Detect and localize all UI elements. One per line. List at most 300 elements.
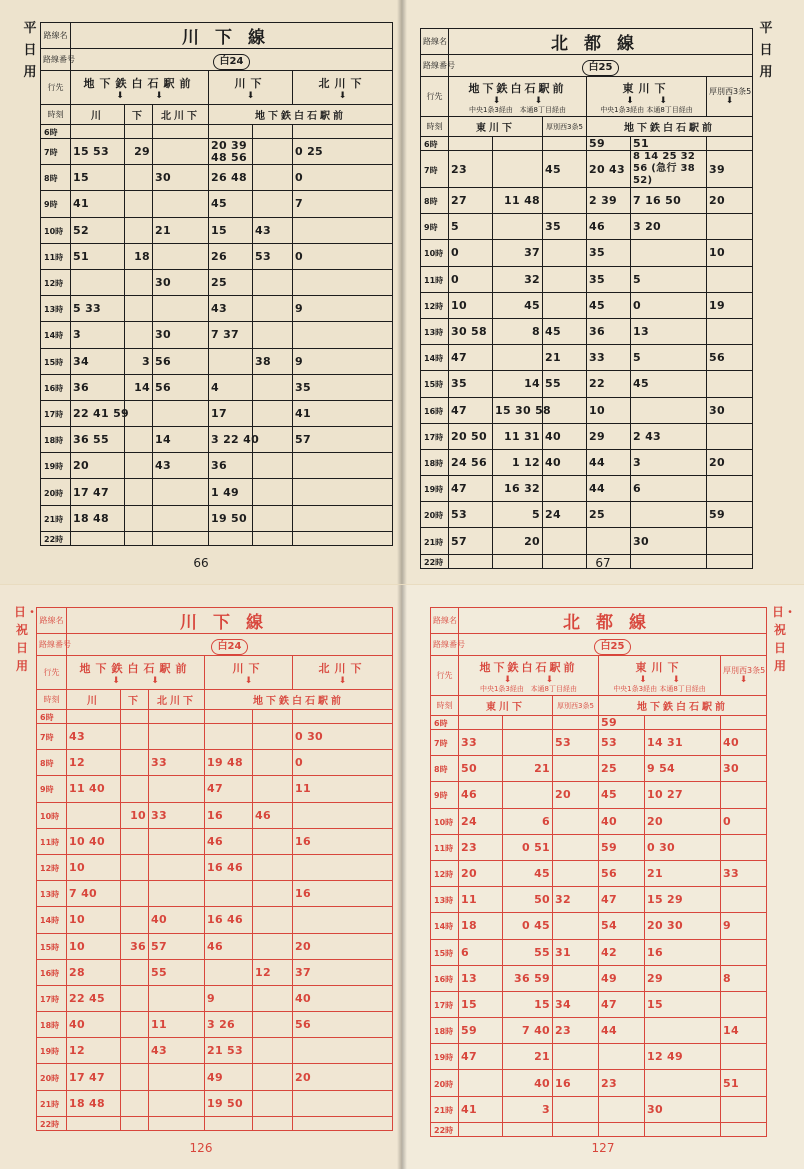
hour-cell [37,1090,67,1116]
hour-value: 19 [434,1053,446,1063]
hour-row [431,913,767,939]
hour-cell [37,1038,67,1064]
hour-cell [41,217,71,243]
departure-cell [293,374,393,400]
departure-minutes: 16 [647,945,663,959]
hour-cell [41,165,71,191]
departure-cell [553,939,599,965]
departure-cell [121,1038,149,1064]
departure-minutes: 40 [723,736,739,750]
departure-cell [503,834,553,860]
departure-cell [71,479,125,505]
hour-row [37,1116,393,1130]
departure-cell [493,240,543,266]
departure-minutes: 45 [211,197,227,211]
hour-value: 22 [40,1119,52,1129]
departure-minutes: 29 [589,429,605,443]
departure-cell [71,165,125,191]
hour-value: 16 [434,974,446,984]
departure-cell [205,828,253,854]
book-spine [397,585,407,1169]
departure-cell [293,750,393,776]
departure-cell [209,427,260,453]
departure-cell [449,345,493,371]
departure-cell [125,243,153,269]
hour-value: 22 [434,1125,446,1135]
hour-cell [421,397,449,423]
dest-b: 川下 [234,76,267,90]
departure-cell [631,188,707,214]
departure-cell [553,965,599,991]
departure-minutes: 6 [461,945,469,959]
departure-cell [293,165,393,191]
departure-cell [543,240,587,266]
departure-cell [599,1018,645,1044]
route-title: 北都線 [449,29,753,55]
departure-cell [205,1064,253,1090]
hour-row [431,1044,767,1070]
departure-cell [599,887,645,913]
departure-cell [707,528,753,554]
hour-cell [41,400,71,426]
departure-cell [587,528,631,554]
hour-row [41,348,393,374]
departure-minutes: 1 49 [211,485,239,499]
departure-minutes: 35 [545,220,561,234]
hour-cell [431,730,459,756]
departure-cell [553,1096,599,1122]
departure-cell [67,1116,121,1130]
hour-cell [431,887,459,913]
departure-minutes: 34 [73,354,89,368]
hour-cell [421,151,449,188]
hour-suffix: 時 [445,817,454,827]
hour-row [41,427,393,453]
departure-cell [645,808,721,834]
departure-cell [209,531,253,545]
via-note: 中央1条3経由 [613,684,658,693]
departure-cell [293,1012,393,1038]
hour-suffix: 時 [55,226,64,236]
departure-cell [707,292,753,318]
hour-suffix: 時 [49,148,58,158]
hour-value: 21 [434,1105,446,1115]
hour-value: 14 [434,922,446,932]
departure-minutes: 10 27 [647,788,683,802]
departure-minutes: 47 [451,482,467,496]
departure-cell [153,217,209,243]
departure-cell [553,730,599,756]
departure-cell [503,887,553,913]
departure-cell [503,1070,553,1096]
departure-minutes: 14 [155,433,171,447]
hour-row [431,756,767,782]
departure-cell [493,137,543,151]
dest-c: 北川下 [318,661,367,675]
departure-cell [493,345,543,371]
departure-minutes: 0 [451,246,459,260]
departure-minutes: 23 [555,1024,571,1038]
departure-cell [153,374,209,400]
departure-cell [209,348,253,374]
hour-suffix: 時 [435,328,444,338]
departure-minutes: 47 [601,893,617,907]
departure-cell [253,400,293,426]
hour-value: 19 [424,485,436,495]
departure-cell [149,907,205,933]
departure-cell [493,188,543,214]
hour-row [37,828,393,854]
departure-cell [121,881,149,907]
departure-cell [253,1012,293,1038]
hour-suffix: 時 [435,537,444,547]
departure-cell [293,296,393,322]
hour-suffix: 時 [51,1119,60,1129]
hour-value: 12 [434,870,446,880]
hour-value: 12 [44,279,56,289]
departure-cell [459,965,503,991]
departure-minutes: 46 [207,834,223,848]
timetable-kitato-weekday [420,28,753,569]
departure-cell [293,933,393,959]
departure-cell [599,716,645,730]
arrow-down-icon: ⬇ ⬇ [492,95,543,106]
departure-cell [125,165,153,191]
departure-cell [631,240,707,266]
departure-minutes: 59 [601,840,617,854]
via-note: 中央1条3経由 [468,105,513,114]
departure-cell [293,269,393,295]
departure-cell [205,933,253,959]
hour-row [37,985,393,1011]
departure-cell [631,449,707,475]
departure-cell [209,269,253,295]
hour-cell [431,808,459,834]
departure-minutes: 49 [207,1070,223,1084]
departure-minutes: 41 [295,406,311,420]
hour-row [41,479,393,505]
departure-cell [631,345,707,371]
departure-cell [543,528,587,554]
route-badge: 白24 [211,639,249,655]
hour-cell [37,907,67,933]
departure-minutes: 6 [542,814,550,828]
hour-suffix: 時 [51,994,60,1004]
departure-cell [253,985,293,1011]
departure-minutes: 35 [589,272,605,286]
departure-cell [253,1038,293,1064]
route-no-label: 路線番号 [421,55,449,77]
kawashimo-holiday-page [0,585,402,1169]
departure-minutes: 35 [451,377,467,391]
departure-cell [631,371,707,397]
side-label: 平日用 [759,21,773,80]
departure-cell [253,243,293,269]
page-number: 67 [595,556,611,570]
departure-minutes: 0 30 [647,840,675,854]
departure-cell [71,505,125,531]
departure-cell [293,854,393,880]
hour-value: 16 [44,383,56,393]
departure-cell [71,348,125,374]
hour-row [41,269,393,295]
departure-cell [209,243,253,269]
departure-cell [125,479,153,505]
departure-minutes: 20 39 48 56 [211,138,247,164]
departure-cell [493,449,543,475]
departure-cell [205,776,253,802]
departure-cell [553,887,599,913]
departure-cell [707,397,753,423]
departure-minutes: 46 [589,220,605,234]
departure-cell [153,139,209,165]
departure-cell [493,528,543,554]
kitato-holiday-page [402,585,804,1169]
dest-a: 地下鉄白石駅前 [79,661,192,675]
hour-cell [37,776,67,802]
hour-value: 17 [434,1000,446,1010]
departure-minutes: 44 [589,482,605,496]
departure-cell [153,505,209,531]
hour-row [37,1064,393,1090]
departure-cell [149,1090,205,1116]
departure-cell [721,1096,767,1122]
departure-cell [459,860,503,886]
arrow-down-icon: ⬇ ⬇ [503,674,554,685]
departure-cell [587,371,631,397]
hour-row [41,400,393,426]
departure-minutes: 43 [211,302,227,316]
departure-minutes: 16 [555,1076,571,1090]
departure-cell [67,1064,121,1090]
departure-cell [293,802,393,828]
departure-cell [67,907,121,933]
departure-cell [205,1038,253,1064]
hour-cell [37,881,67,907]
departure-cell [493,476,543,502]
hour-cell [41,296,71,322]
departure-minutes: 21 [545,351,561,365]
hour-row [421,449,753,475]
hour-cell [431,782,459,808]
departure-cell [149,985,205,1011]
dest-c: 厚別西3条5 [723,665,766,675]
departure-minutes: 36 [589,325,605,339]
hour-suffix: 時 [435,301,444,311]
departure-cell [707,371,753,397]
hour-value: 9 [44,200,50,210]
departure-cell [543,318,587,344]
hour-cell [421,214,449,240]
departure-cell [459,1122,503,1136]
hour-row [431,991,767,1017]
departure-minutes: 10 [69,913,85,927]
departure-minutes: 52 [73,223,89,237]
departure-minutes: 3 26 [207,1018,235,1032]
hour-suffix: 時 [445,896,454,906]
hour-value: 22 [44,534,56,544]
departure-minutes: 27 [451,194,467,208]
departure-cell [149,854,205,880]
departure-cell [205,985,253,1011]
departure-minutes: 59 [601,716,617,729]
arrow-down-icon: ⬇ ⬇ [639,674,680,685]
hour-cell [41,269,71,295]
departure-minutes: 12 [69,756,85,770]
hour-suffix: 時 [445,1027,454,1037]
hour-cell [431,1096,459,1122]
departure-cell [125,139,153,165]
departure-cell [449,318,493,344]
departure-cell [253,479,293,505]
departure-cell [253,165,293,191]
departure-cell [631,292,707,318]
departure-cell [493,292,543,318]
departure-cell [503,965,553,991]
hour-row [431,716,767,730]
hour-value: 7 [40,733,46,743]
time-label: 時刻 [41,105,71,125]
departure-cell [449,371,493,397]
departure-cell [707,502,753,528]
departure-cell [503,1096,553,1122]
departure-cell [459,756,503,782]
hour-suffix: 時 [445,1079,454,1089]
departure-minutes: 15 [73,171,89,185]
departure-cell [209,453,253,479]
departure-minutes: 54 [601,919,617,933]
departure-minutes: 7 40 [69,887,97,901]
departure-cell [721,991,767,1017]
departure-cell [253,1090,293,1116]
departure-minutes: 23 [461,840,477,854]
departure-cell [645,1018,721,1044]
hour-value: 15 [424,380,436,390]
hour-cell [37,1116,67,1130]
sub-b: 厚別西3条5 [543,117,587,137]
hour-value: 21 [44,514,56,524]
departure-cell [67,828,121,854]
departure-minutes: 17 47 [73,485,109,499]
time-label: 時刻 [431,696,459,716]
departure-minutes: 29 [647,971,663,985]
departure-cell [459,887,503,913]
departure-minutes: 15 [211,223,227,237]
timetable-kitato-holiday [430,607,767,1137]
sub-a2: 下 [125,105,153,125]
hour-row [421,214,753,240]
departure-minutes: 28 [69,965,85,979]
hour-row [431,939,767,965]
hour-row [41,322,393,348]
departure-minutes: 41 [461,1102,477,1116]
hour-cell [37,1064,67,1090]
departure-cell [293,710,393,724]
hour-value: 14 [44,331,56,341]
hour-row [41,191,393,217]
departure-cell [599,991,645,1017]
departure-cell [553,1122,599,1136]
departure-cell [153,400,209,426]
hour-value: 8 [424,197,430,207]
hour-cell [421,292,449,318]
hour-suffix: 時 [435,458,444,468]
hour-suffix: 時 [49,128,58,137]
departure-minutes: 20 [709,455,725,469]
departure-minutes: 56 [709,351,725,365]
hour-row [37,710,393,724]
hour-row [421,371,753,397]
departure-cell [449,423,493,449]
departure-cell [121,828,149,854]
departure-cell [125,531,153,545]
departure-minutes: 14 [134,380,150,394]
hour-cell [431,913,459,939]
departure-minutes: 50 [534,893,550,907]
departure-minutes: 57 [151,939,167,953]
departure-minutes: 46 [207,939,223,953]
departure-minutes: 16 [295,887,311,901]
departure-cell [209,217,253,243]
departure-cell [293,1116,393,1130]
departure-cell [205,724,253,750]
hour-value: 14 [40,916,52,926]
departure-cell [67,854,121,880]
hour-row [421,188,753,214]
departure-cell [543,292,587,318]
departure-minutes: 7 16 50 [633,194,682,208]
departure-minutes: 7 40 [522,1024,550,1038]
departure-cell [149,881,205,907]
hour-cell [421,476,449,502]
departure-cell [67,724,121,750]
departure-cell [553,716,599,730]
hour-value: 16 [424,406,436,416]
hour-suffix: 時 [445,843,454,853]
departure-minutes: 11 [295,782,311,796]
arrow-down-icon: ⬇ [338,90,347,101]
arrow-down-icon: ⬇ [246,90,255,101]
departure-cell [71,531,125,545]
side-label: 日・祝日用 [772,605,797,673]
departure-cell [153,479,209,505]
departure-cell [707,214,753,240]
hour-suffix: 時 [55,462,64,472]
departure-minutes: 0 [451,272,459,286]
departure-cell [721,808,767,834]
departure-minutes: 8 [723,971,731,985]
departure-minutes: 9 [295,354,303,368]
departure-cell [645,991,721,1017]
hour-suffix: 時 [51,942,60,952]
dest-c: 北川下 [318,76,367,90]
departure-cell [253,269,293,295]
departure-cell [707,345,753,371]
departure-cell [121,959,149,985]
departure-minutes: 21 53 [207,1044,243,1058]
departure-minutes: 11 [151,1018,167,1032]
departure-minutes: 20 43 [589,162,625,176]
hour-cell [421,240,449,266]
departure-minutes: 47 [451,351,467,365]
departure-cell [71,217,125,243]
arrow-down-icon: ⬇ ⬇ [112,675,159,686]
departure-cell [149,1064,205,1090]
hour-cell [41,505,71,531]
hour-suffix: 時 [49,174,58,184]
departure-minutes: 46 [255,808,271,822]
route-badge: 白25 [594,639,632,655]
